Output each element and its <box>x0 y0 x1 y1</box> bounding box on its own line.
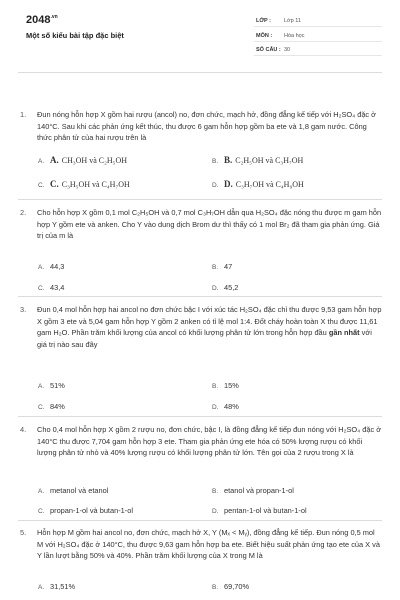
question-text: Hỗn hợp M gồm hai ancol no, đơn chức, mạch hở X, Y (Mₓ < Mᵧ), đồng đẳng kế tiếp. Đun nóng 0,5 mol M với H₂SO₄ đặc ở 140°C, thu được 9,63 gam hỗn hợp ba ete. Biết hiệu suất phản ứng tạo ete của X và Y lần lượt bằng 50% và 40%. Phần trăm khối lượng của X trong M là <box>37 528 380 560</box>
question-4-option-a[interactable]: A. metanol và etanol <box>38 486 109 495</box>
question-2-option-b[interactable]: B. 47 <box>212 262 233 271</box>
question-4-option-b[interactable]: B. etanol và propan-1-ol <box>212 486 294 495</box>
question-text: Cho 0,4 mol hỗn hợp X gồm 2 rượu no, đơn chức, bậc I, là đồng đẳng kế tiếp đun nóng với H₂SO₄ đặc ở 140°C thu được 7,704 gam hỗn hợp 3 ete. Tham gia phản ứng ete hóa có 50% lượng rượu có khối lượng phân tử nhỏ và 40% lượng rượu có khối lượng phân tử lớn. Tên gọi của 2 rượu trong X là <box>37 425 382 457</box>
subject-value: Hóa học <box>284 33 305 39</box>
question-number: 1. <box>20 110 27 119</box>
question-1-option-b[interactable]: B. B. C₂H₅OH và C₃H₇OH <box>212 155 304 165</box>
question-1-option-d[interactable]: D. D. C₃H₇OH và C₄H₉OH <box>212 179 304 189</box>
question-text: Đun nóng hỗn hợp X gồm hai rượu (ancol) no, đơn chức, mạch hở, đồng đẳng kế tiếp với H₂SO₄ đặc ở 140°C. Sau khi các phản ứng kết thúc, thu được 6 gam hỗn hợp gồm ba ete và 1,8 gam nước. Công thức phân tử của hai rượu trên là <box>37 110 377 142</box>
brand-logo[interactable]: $2048^{.vn}$ <box>26 14 58 26</box>
question-2 <box>20 207 382 242</box>
question-5-option-a[interactable]: A. 31,51% <box>38 582 76 591</box>
question-4-option-d[interactable]: D. pentan-1-ol và butan-1-ol <box>212 506 307 515</box>
question-1-option-a[interactable]: A. A. CH₃OH và C₂H₅OH <box>38 155 128 165</box>
question-text: Cho hỗn hợp X gồm 0,1 mol C₂H₅OH và 0,7 mol C₃H₇OH dẫn qua H₂SO₄ đặc nóng thu được m gam hỗn hợp Y gồm ete và anken. Cho Y vào dung dịch Brom dư thì thấy có 1 mol Br₂ đã tham gia phản ứng. Giá trị của m là <box>37 208 382 240</box>
question-count-label: SỐ CÂU : <box>256 47 281 53</box>
question-number: 5. <box>20 528 27 537</box>
question-5-option-b[interactable]: B. 69,70% <box>212 582 250 591</box>
divider <box>18 416 382 417</box>
class-row <box>254 16 382 27</box>
question-2-option-a[interactable]: A. 44,3 <box>38 262 65 271</box>
brand-suffix: .vn <box>50 14 58 20</box>
emphasis-text: gần nhất <box>328 328 360 337</box>
question-number: 4. <box>20 425 27 434</box>
question-3-option-c[interactable]: C. 84% <box>38 402 65 411</box>
question-count-value: 30 <box>284 47 291 53</box>
question-text: Đun 0,4 mol hỗn hợp hai ancol no đơn chức bậc I với xúc tác H₂SO₄ đặc chỉ thu được 9,53 gam hỗn hợp X gồm 3 ete và 5,04 gam hỗn hợp Y gồm 2 anken có tỉ lệ mol 1:4. Đốt cháy hoàn toàn X thu được 11,61 gam H₂O. Phần trăm khối lượng của ancol có khối lượng phân tử lớn trong hỗn hợp đầu gần nhất với giá trị nào sau đây <box>37 305 382 349</box>
question-5 <box>20 527 382 562</box>
class-value: Lớp 11 <box>284 18 301 24</box>
question-number: 3. <box>20 305 27 314</box>
question-3-option-b[interactable]: B. 15% <box>212 381 239 390</box>
question-number: 2. <box>20 208 27 217</box>
question-4-option-c[interactable]: C. propan-1-ol và butan-1-ol <box>38 506 133 515</box>
question-1 <box>20 109 382 144</box>
divider <box>18 72 382 73</box>
divider <box>18 520 382 521</box>
question-2-option-c[interactable]: C. 43,4 <box>38 283 65 292</box>
question-3-option-d[interactable]: D. 48% <box>212 402 239 411</box>
divider <box>18 199 382 200</box>
question-4 <box>20 424 382 459</box>
class-label: LỚP : <box>256 18 271 24</box>
question-1-option-c[interactable]: C. C. C₃H₅OH và C₄H₇OH <box>38 179 130 189</box>
subject-label: MÔN : <box>256 33 273 39</box>
question-3-option-a[interactable]: A. 51% <box>38 381 65 390</box>
subject-row <box>254 31 382 42</box>
question-count-row <box>254 45 382 56</box>
worksheet-title: Một số kiểu bài tập đặc biệt <box>26 31 124 40</box>
question-2-option-d[interactable]: D. 45,2 <box>212 283 239 292</box>
divider <box>18 296 382 297</box>
question-3 <box>20 304 382 350</box>
